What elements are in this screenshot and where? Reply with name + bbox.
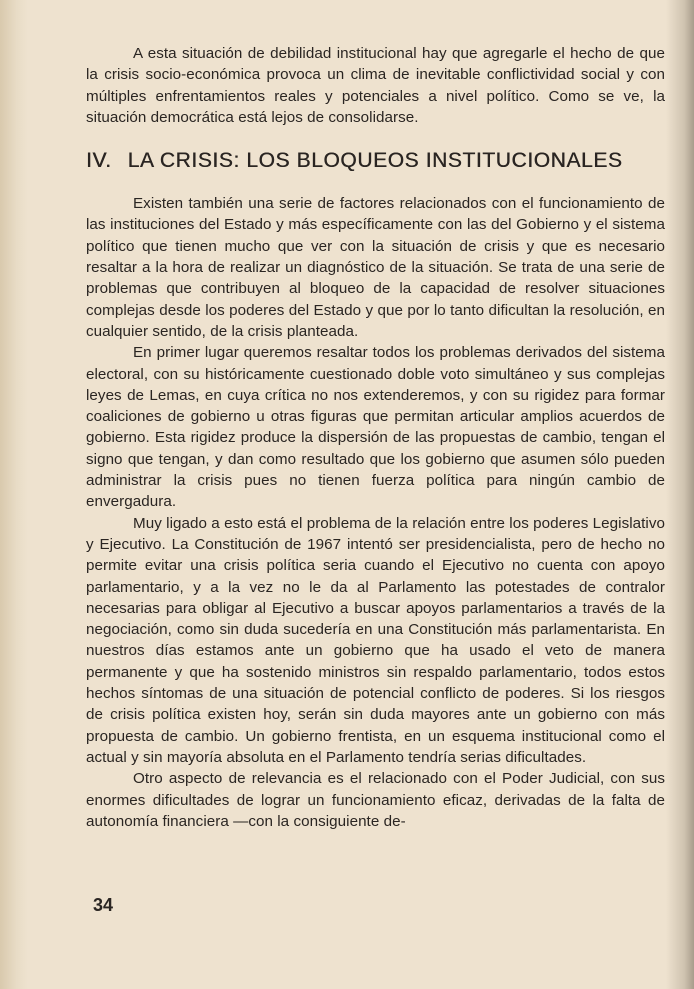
paragraph: Otro aspecto de relevancia es el relacionado con el Poder Judicial, con sus enormes dificultades de lograr un funcionamiento eficaz, derivadas de la falta de autonomía financiera —con la consiguiente de- <box>86 770 665 830</box>
paragraph: Existen también una serie de factores relacionados con el funcionamiento de las instituciones del Estado y más específicamente con las del Gobierno y el sistema político que tienen mucho que ver con la situación de crisis y que es necesario resaltar a la hora de realizar un diagnóstico de la situación. Se trata de una serie de problemas que contribuyen al bloqueo de la capacidad de resolver situaciones complejas desde los poderes del Estado y que por lo tanto dificultan la resolución, en cualquier sentido, de la crisis planteada. <box>86 195 665 340</box>
page-body <box>86 43 665 832</box>
section-number: IV. <box>86 149 112 173</box>
page-number: 34 <box>93 895 114 915</box>
page-right-edge <box>666 0 694 989</box>
paragraph-intro: A esta situación de debilidad institucional hay que agregarle el hecho de que la crisis socio-económica provoca un clima de inevitable conflictividad social y con múltiples enfrentamientos reales y potenciales a nivel político. Como se ve, la situación democrática está lejos de consolidarse. <box>86 45 665 126</box>
section-title: LA CRISIS: LOS BLOQUEOS INSTITUCIONALES <box>127 149 623 173</box>
paragraph: Muy ligado a esto está el problema de la relación entre los poderes Legislativo y Ejecutivo. La Constitución de 1967 intentó ser presidencialista, pero de hecho no permite evitar una crisis política seria cuando el Ejecutivo no cuenta con apoyo parlamentario, y a la vez no le da al Parlamento las potestades de contralor necesarias para obligar al Ejecutivo a buscar apoyos parlamentarios a través de la negociación, como sin duda sucedería en una Constitución más parlamentarista. En nuestros días estamos ante un gobierno que ha usado el veto de manera permanente y que ha sostenido ministros sin respaldo parlamentario, todos estos hechos síntomas de una situación de potencial conflicto de poderes. Si los riesgos de crisis política existen hoy, serán sin duda mayores ante un gobierno con más propuesta de cambio. Un gobierno frentista, en un esquema institucional como el actual y sin mayoría absoluta en el Parlamento tendría serias dificultades. <box>86 514 665 766</box>
paragraph: En primer lugar queremos resaltar todos los problemas derivados del sistema electoral, con su históricamente cuestionado doble voto simultáneo y sus complejas leyes de Lemas, en cuya crítica no nos extenderemos, y con su rigidez para formar coaliciones de gobierno u otras figuras que permitan articular amplios acuerdos de gobierno. Esta rigidez produce la dispersión de las propuestas de cambio, tengan el signo que tengan, y dan como resultado que los gobierno que asumen sólo pueden administrar la crisis pues no tienen fuerza política para ningún cambio de envergadura. <box>86 344 665 511</box>
page-left-edge <box>0 0 28 989</box>
section-heading <box>86 148 665 174</box>
